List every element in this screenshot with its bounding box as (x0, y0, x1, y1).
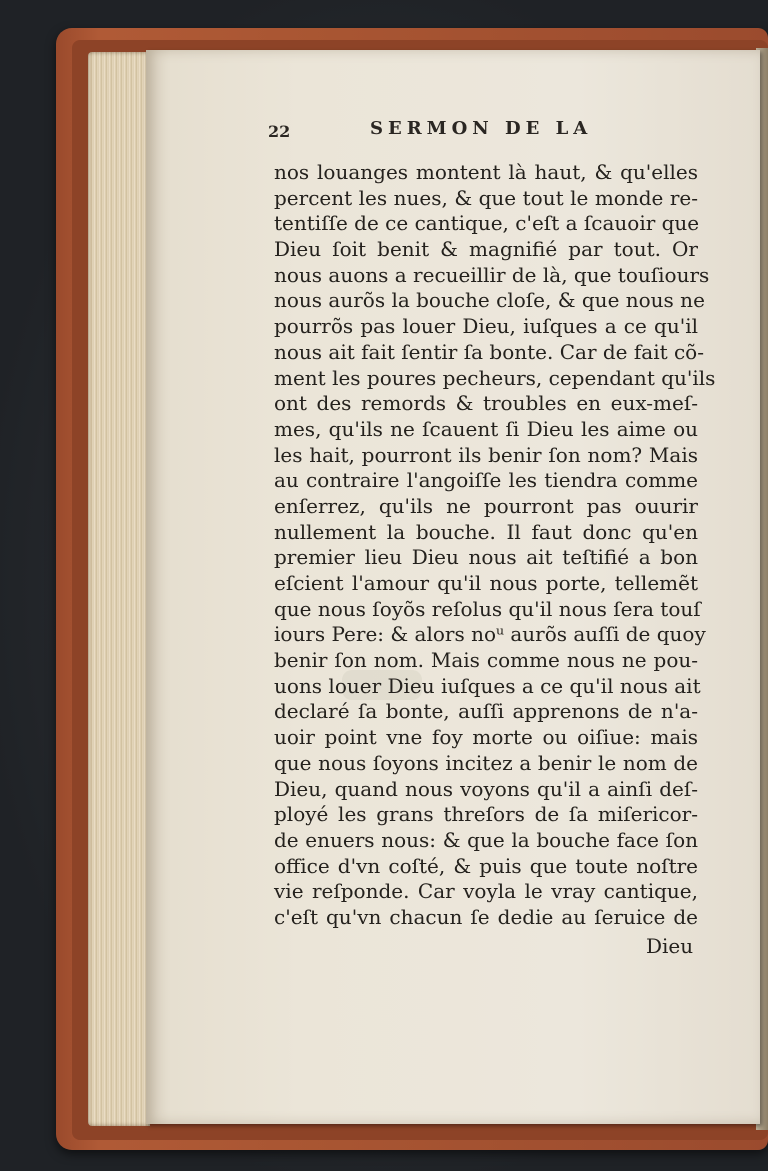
text-line: ont des remords & troubles en eux-meſ- (274, 391, 698, 416)
text-line: nous auons a recueillir de là, que touſiours (274, 262, 710, 287)
text-line: benir ſon nom. Mais comme nous ne pou- (274, 648, 698, 673)
text-line: uons louer Dieu iuſques a ce qu'il nous ait (274, 673, 701, 698)
text-line: tentiſſe de ce cantique, c'eſt a ſcauoir que (274, 211, 700, 236)
page-edges (88, 52, 150, 1126)
text-line: ployé les grans threſors de ſa miſericor- (274, 802, 698, 827)
text-line: nous ait fait ſentir ſa bonte. Car de fait cõ- (274, 339, 704, 364)
page-number: 22 (268, 122, 291, 141)
text-line: Dieu ſoit benit & magnifié par tout. Or (274, 237, 698, 262)
text-line: mes, qu'ils ne ſcauent ſi Dieu les aime ou (274, 416, 698, 441)
running-title: SERMON DE LA (370, 118, 593, 139)
catchword: Dieu (646, 934, 694, 958)
page-header (268, 118, 668, 148)
text-line: vie reſponde. Car voyla le vray cantique, (274, 879, 698, 904)
text-line: que nous ſoyons incitez a benir le nom de (274, 750, 698, 775)
text-line: premier lieu Dieu nous ait teſtifié a bon (274, 545, 698, 570)
text-line: nullement la bouche. Il faut donc qu'en (274, 519, 698, 544)
text-line: Dieu, quand nous voyons qu'il a ainſi deſ- (274, 776, 698, 801)
text-line: nous aurõs la bouche cloſe, & que nous ne (274, 288, 705, 313)
text-line: de enuers nous: & que la bouche face ſon (274, 827, 698, 852)
text-line: nos louanges montent là haut, & qu'elles (274, 160, 698, 184)
text-line: ment les poures pecheurs, cependant qu'ils (274, 365, 716, 390)
text-line: uoir point vne foy morte ou oiſiue: mais (274, 725, 698, 750)
text-line: pourrõs pas louer Dieu, iuſques a ce qu'il (274, 314, 698, 339)
text-line: eſcient l'amour qu'il nous porte, tellemẽt (274, 571, 698, 595)
text-line: declaré ſa bonte, auſſi apprenons de n'a- (274, 699, 698, 724)
body-text (274, 160, 716, 931)
text-line: office d'vn coſté, & puis que toute noſtre (274, 853, 698, 878)
text-line: au contraire l'angoiſſe les tiendra comme (274, 468, 698, 493)
text-line: que nous ſoyõs reſolus qu'il nous ſera touſ (274, 596, 701, 621)
text-line: percent les nues, & que tout le monde re- (274, 185, 698, 210)
text-line: enſerrez, qu'ils ne pourront pas ouurir (274, 493, 698, 518)
text-line: iours Pere: & alors noᵘ aurõs auſſi de quoy (274, 622, 706, 647)
text-line: c'eſt qu'vn chacun ſe dedie au ſeruice de (274, 904, 698, 929)
text-line: les hait, pourront ils benir ſon nom? Mais (274, 442, 698, 467)
